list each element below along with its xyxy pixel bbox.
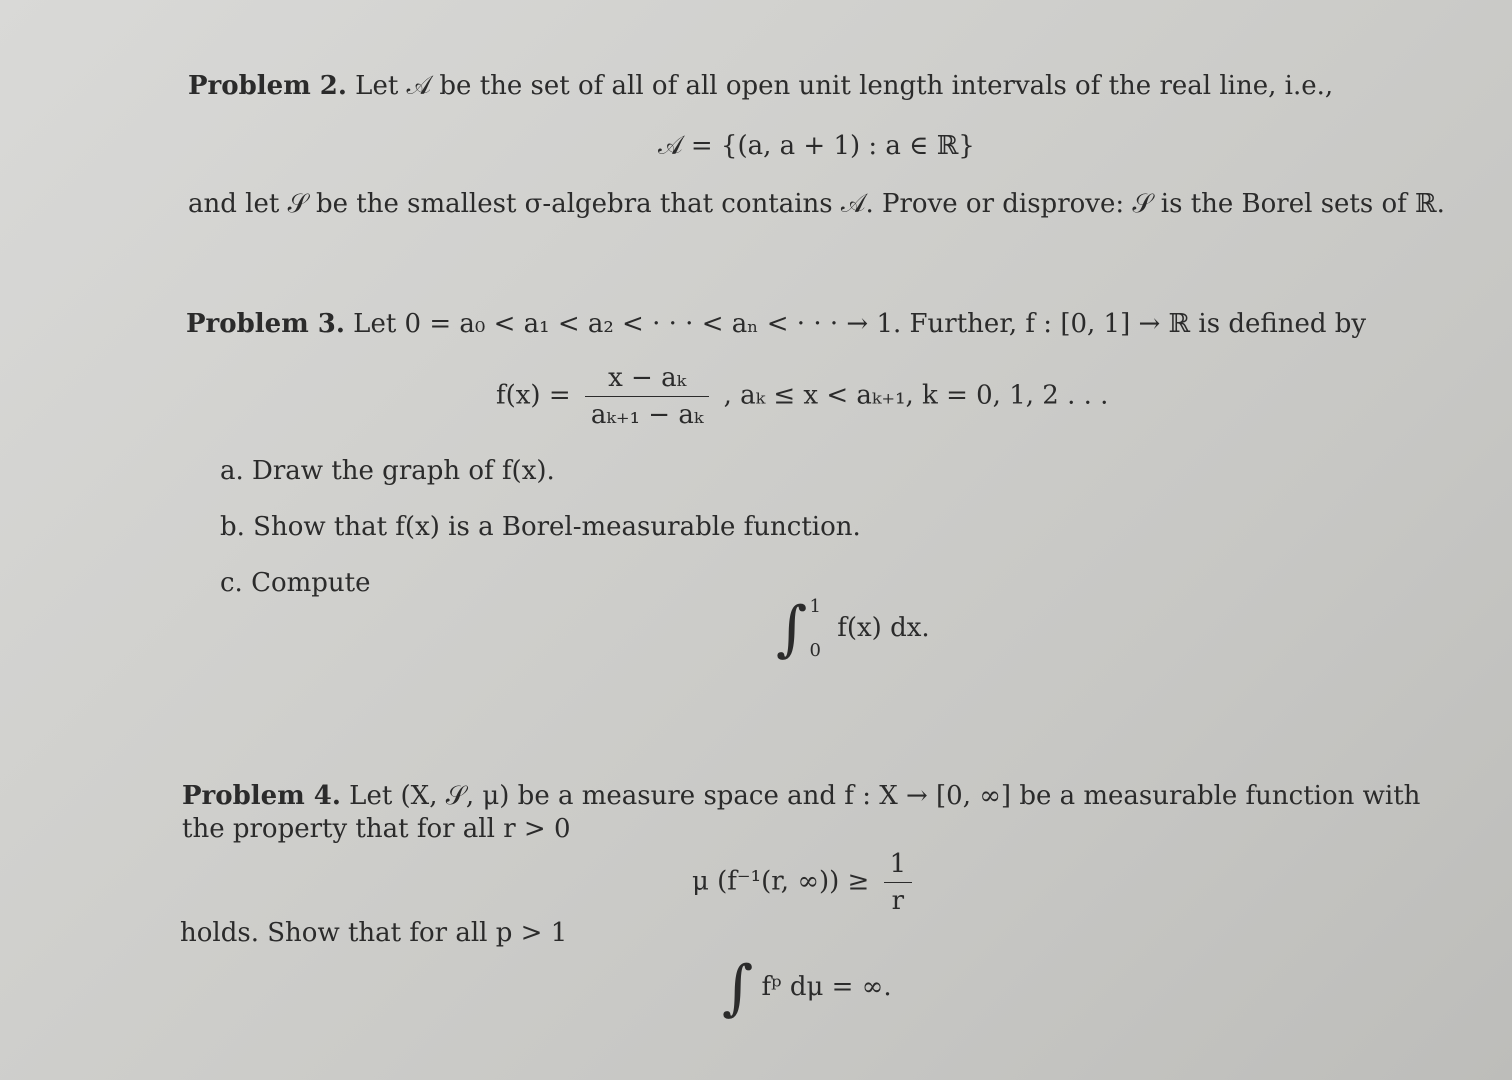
problem3-text1: Let 0 = a₀ < a₁ < a₂ < · · · < aₙ < · · · → 1. Further, f : [0, 1] → ℝ is defined by <box>353 309 1367 339</box>
integral-sign-icon: ∫ <box>776 594 808 664</box>
integral-limits <box>810 598 821 660</box>
problem3-item-b: b. Show that f(x) is a Borel-measurable function. <box>220 512 861 542</box>
final-formula-body: fᵖ dμ = ∞. <box>761 972 892 1002</box>
problem4-formula <box>692 848 918 917</box>
integral-lower: 0 <box>809 640 821 661</box>
problem3-item-a: a. Draw the graph of f(x). <box>220 456 555 486</box>
problem4-final-formula <box>722 953 892 1023</box>
problem3-formula <box>496 362 1108 431</box>
problem2-line1 <box>188 70 1333 102</box>
problem4-text1: Let (X, 𝒮, μ) be a measure space and f : X → [0, ∞] be a measurable function with <box>349 781 1421 811</box>
problem3-fraction <box>585 362 709 431</box>
problem4-fraction-den: r <box>891 886 905 916</box>
problem3-title: Problem 3. <box>186 309 345 339</box>
problem4-line3: holds. Show that for all p > 1 <box>180 918 568 948</box>
problem4-fraction-num: 1 <box>884 848 913 883</box>
integral-body: f(x) dx. <box>837 613 930 643</box>
problem3-item-c: c. Compute <box>220 568 371 598</box>
problem2-formula: 𝒜 = {(a, a + 1) : a ∈ ℝ} <box>658 131 975 161</box>
problem3-fraction-den: aₖ₊₁ − aₖ <box>590 400 704 430</box>
integral-upper: 1 <box>809 596 821 617</box>
problem4-formula-lhs: μ (f⁻¹(r, ∞)) ≥ <box>692 866 870 897</box>
problem2-line2: and let 𝒮 be the smallest σ-algebra that contains 𝒜. Prove or disprove: 𝒮 is the Borel sets of ℝ. <box>188 189 1445 219</box>
problem3-formula-cond: , aₖ ≤ x < aₖ₊₁, k = 0, 1, 2 . . . <box>723 380 1109 411</box>
problem3-fraction-num: x − aₖ <box>585 362 709 397</box>
problem3-line1 <box>186 308 1366 340</box>
problem4-title: Problem 4. <box>182 781 341 811</box>
integral-sign-icon: ∫ <box>722 953 754 1023</box>
problem4-line2: the property that for all r > 0 <box>182 814 571 844</box>
problem2-text1: Let 𝒜 be the set of all of all open unit length intervals of the real line, i.e., <box>355 71 1334 101</box>
problem4-line1 <box>182 780 1420 812</box>
problem2-title: Problem 2. <box>188 71 347 101</box>
problem3-integral <box>776 594 930 664</box>
problem4-fraction <box>884 848 913 917</box>
problem3-formula-lhs: f(x) = <box>496 380 571 411</box>
